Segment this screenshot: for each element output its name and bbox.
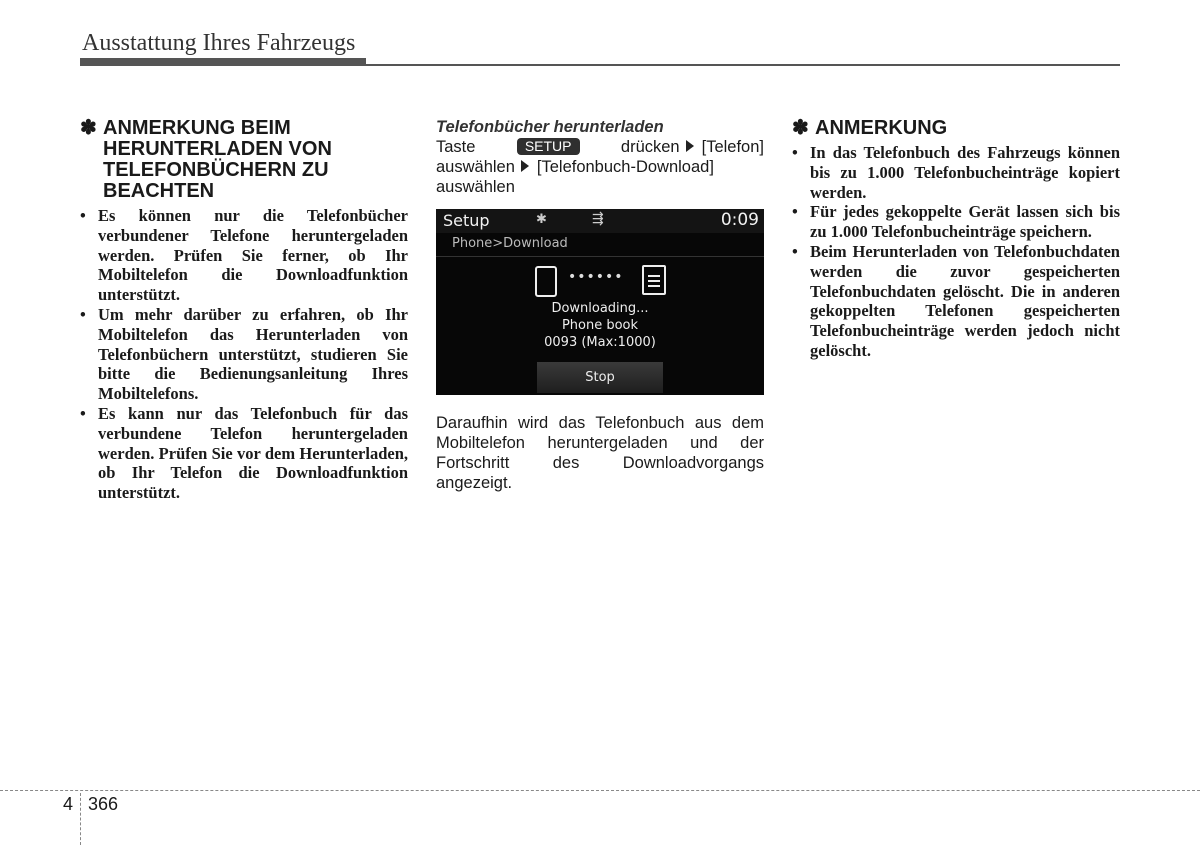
progress-dots: •••••• — [568, 269, 624, 285]
setup-key-badge: SETUP — [517, 138, 580, 155]
arrow-right-icon — [521, 160, 529, 172]
screen-title: Setup — [443, 211, 490, 230]
list-item — [80, 206, 408, 305]
left-note-heading-text: ANMERKUNG BEIM HERUNTERLADEN VON TELEFONBÜCHERN ZU BEACHTEN — [103, 117, 332, 202]
bluetooth-icon: ✱ — [536, 212, 547, 227]
chapter-number: 4 — [63, 794, 74, 814]
page-header-title: Ausstattung Ihres Fahrzeugs — [82, 30, 356, 56]
asterisk-icon: ✽ — [792, 117, 809, 139]
result-paragraph: Daraufhin wird das Telefonbuch aus dem Mobiltelefon heruntergeladen und der Fortschritt des Downloadvorgangs angezeigt. — [436, 414, 764, 492]
list-item — [80, 305, 408, 404]
screen-clock: 0:09 — [720, 210, 759, 230]
stop-button[interactable]: Stop — [537, 362, 663, 393]
left-note-section — [80, 118, 408, 503]
list-item — [792, 242, 1120, 361]
list-item-text: In das Telefonbuch des Fahrzeugs können bis zu 1.000 Telefonbucheinträge kopiert werden. — [810, 143, 1120, 202]
screen-divider — [436, 256, 764, 257]
asterisk-icon: ✽ — [80, 117, 97, 139]
usb-icon: ⇶ — [592, 211, 604, 227]
head-unit-screen — [436, 209, 764, 395]
phonebook-icon — [642, 265, 666, 295]
list-item-text: Es können nur die Telefonbücher verbundener Telefone heruntergeladen werden. Prüfen Sie ferner, ob Ihr Mobiltelefon die Downloadfunktion unterstützt. — [98, 206, 408, 305]
bullet-icon: • — [792, 202, 798, 222]
download-instructions-section — [436, 118, 764, 493]
page-number: 366 — [88, 794, 119, 814]
right-note-section — [792, 118, 1120, 361]
right-note-heading-text: ANMERKUNG — [815, 117, 948, 139]
screen-breadcrumb: Phone>Download — [452, 236, 568, 251]
bullet-icon: • — [792, 143, 798, 162]
left-note-list — [80, 206, 408, 503]
download-status-text: Downloading... — [551, 301, 649, 316]
instr-telefon: [Telefon] auswählen — [436, 138, 764, 176]
bullet-icon: • — [792, 241, 798, 261]
left-note-heading — [80, 118, 408, 202]
bullet-icon: • — [80, 403, 86, 423]
footer-divider — [80, 793, 81, 845]
list-item-text: Für jedes gekoppelte Gerät lassen sich bis zu 1.000 Telefonbucheinträge speichern. — [810, 202, 1120, 242]
bullet-icon: • — [80, 304, 86, 324]
list-item-text: Es kann nur das Telefonbuch für das verbundene Telefon heruntergeladen werden. Prüfen Sie vor dem Herunterladen, ob Ihr Telefon die Downloadfunktion unterstützt. — [98, 403, 408, 503]
right-note-list — [792, 143, 1120, 361]
instr-taste: Taste — [436, 138, 476, 156]
phone-icon — [535, 266, 557, 297]
download-item-text: Phone book — [561, 318, 639, 333]
list-item — [792, 143, 1120, 202]
header-rule — [80, 64, 1120, 66]
section-subheading: Telefonbücher herunterladen — [436, 118, 664, 136]
instruction-text — [436, 137, 764, 197]
instr-druecken: drücken — [620, 138, 680, 156]
download-count-text: 0093 (Max:1000) — [544, 335, 656, 350]
bullet-icon: • — [80, 206, 86, 225]
instr-download: [Telefonbuch-Download] auswählen — [436, 158, 714, 196]
list-item-text: Um mehr darüber zu erfahren, ob Ihr Mobiltelefon das Herunterladen von Telefonbüchern unterstützt, studieren Sie bitte die Bedienungsanleitung Ihres Mobiltelefons. — [98, 304, 408, 404]
list-item — [80, 404, 408, 503]
list-item — [792, 202, 1120, 242]
arrow-right-icon — [686, 140, 694, 152]
right-note-heading — [792, 118, 1120, 139]
footer-rule — [0, 790, 1200, 791]
list-item-text: Beim Herunterladen von Telefonbuchdaten werden die zuvor gespeicherten Telefonbuchdaten gelöscht. Die in anderen gekoppelten Telefonen gespeicherten Telefonbucheinträge werden jedoch nicht gelöscht. — [810, 241, 1120, 360]
